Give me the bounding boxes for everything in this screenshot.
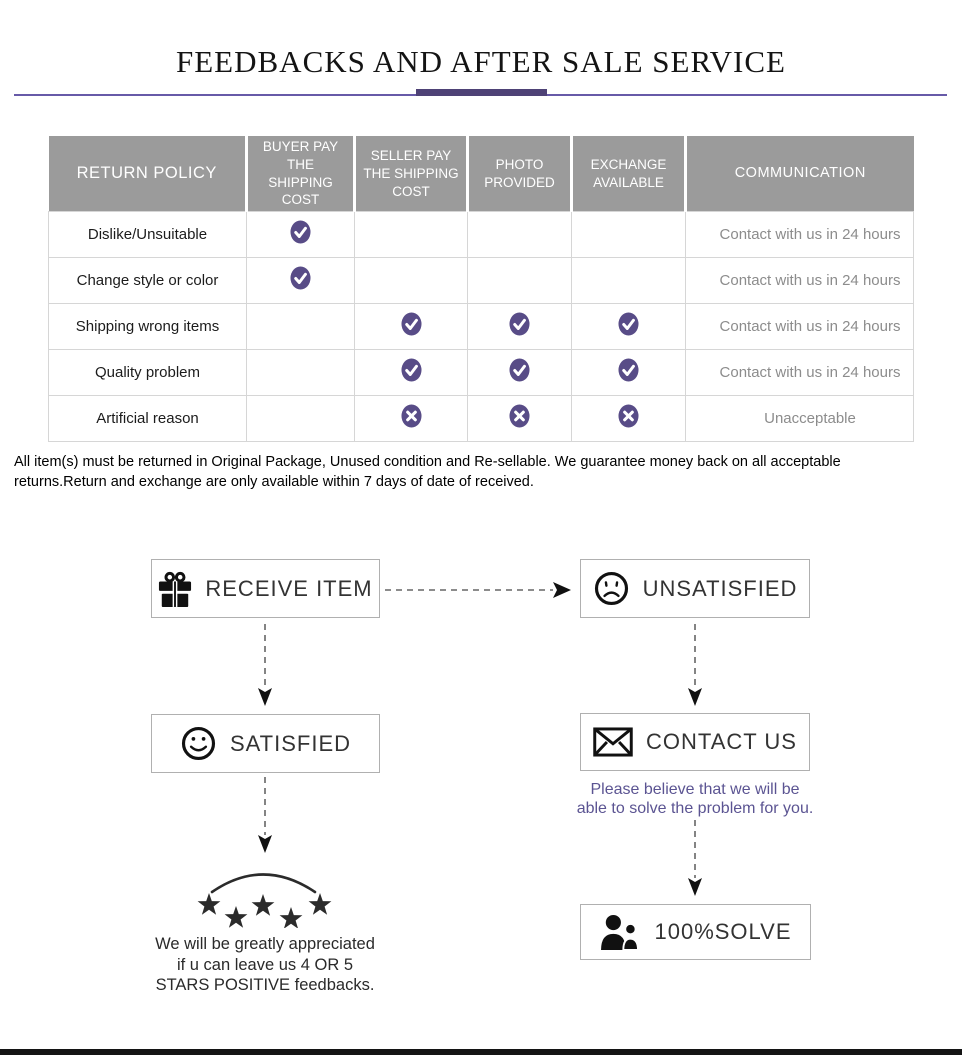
check-icon [401,358,422,382]
users-icon [599,914,641,950]
table-header [49,136,914,212]
title-underline [14,94,947,96]
column-header-communication: COMMUNICATION [686,136,914,212]
mark-cell [355,212,468,258]
row-label: Change style or color [49,258,247,304]
title-underline-accent [416,89,547,96]
check-icon [509,358,530,382]
mark-cell [247,350,355,396]
contact-note-line1: Please believe that we will be [590,781,800,798]
stars-note-line2: if u can leave us 4 OR 5 [176,955,354,974]
arrow-contact-to-solve [686,820,704,903]
solve-box [580,904,811,960]
check-icon [290,266,311,290]
communication-cell: Unacceptable [686,396,914,442]
communication-cell: Contact with us in 24 hours [686,212,914,258]
check-icon [401,312,422,336]
communication-cell: Contact with us in 24 hours [686,258,914,304]
cross-icon [618,404,639,428]
table-row [49,212,914,258]
row-label: Artificial reason [49,396,247,442]
mark-cell [247,212,355,258]
column-header-buyer-pay-the-shipping-cost: BUYER PAY THE SHIPPING COST [247,136,355,212]
table-row [49,304,914,350]
gift-icon [158,571,192,607]
cross-icon [401,404,422,428]
contact-note-line2: able to solve the problem for you. [576,800,814,817]
mark-cell [572,212,686,258]
table-row [49,396,914,442]
mark-cell [468,212,572,258]
page-title: FEEDBACKS AND AFTER SALE SERVICE [176,44,786,79]
mark-cell [572,304,686,350]
stars-note-line3: STARS POSITIVE feedbacks. [155,976,375,994]
mark-cell [247,304,355,350]
satisfied-box [151,714,380,773]
check-icon [618,312,639,336]
stars-note-line1: We will be greatly appreciated [155,935,375,953]
row-label: Shipping wrong items [49,304,247,350]
unsatisfied-label: UNSATISFIED [642,575,798,601]
column-header-photo-provided: PHOTO PROVIDED [468,136,572,212]
mark-cell [468,304,572,350]
mark-cell [468,396,572,442]
arrow-satisfied-to-stars [256,777,274,860]
mark-cell [572,396,686,442]
mark-cell [468,350,572,396]
return-policy-table [48,136,914,442]
bottom-divider-bar [0,1049,962,1055]
mark-cell [572,258,686,304]
check-icon [290,220,311,244]
column-header-return-policy: RETURN POLICY [49,136,247,212]
receive-item-box [151,559,380,618]
smiley-face-icon [180,725,217,762]
arrow-receive-to-unsatisfied [383,579,573,606]
mark-cell [355,396,468,442]
stars-note [110,934,420,996]
receive-item-label: RECEIVE ITEM [205,575,373,601]
table-row [49,350,914,396]
contact-us-box [580,713,810,771]
arrow-unsatisfied-to-contact [686,624,704,713]
contact-note [545,780,845,818]
column-header-exchange-available: EXCHANGE AVAILABLE [572,136,686,212]
satisfied-label: SATISFIED [229,730,352,756]
check-icon [509,312,530,336]
mark-cell [468,258,572,304]
mark-cell [355,304,468,350]
return-policy-note: All item(s) must be returned in Original Package, Unused condition and Re-sellable. We guarantee money back on all acceptable returns.Return and exchange are only available within 7 days of date of received. [14,454,841,490]
mark-cell [355,258,468,304]
row-label: Quality problem [49,350,247,396]
unsatisfied-box [580,559,810,618]
mark-cell [247,396,355,442]
mark-cell [572,350,686,396]
table-row [49,258,914,304]
mark-cell [355,350,468,396]
communication-cell: Contact with us in 24 hours [686,304,914,350]
cross-icon [509,404,530,428]
communication-cell: Contact with us in 24 hours [686,350,914,396]
solve-label: 100%SOLVE [654,919,792,944]
contact-us-label: CONTACT US [646,729,797,754]
arrow-receive-to-satisfied [256,624,274,713]
five-stars-icon [183,856,348,928]
check-icon [618,358,639,382]
row-label: Dislike/Unsuitable [49,212,247,258]
sad-face-icon [593,570,630,607]
column-header-seller-pay-the-shipping-cost: SELLER PAY THE SHIPPING COST [355,136,468,212]
mark-cell [247,258,355,304]
envelope-icon [593,727,633,757]
